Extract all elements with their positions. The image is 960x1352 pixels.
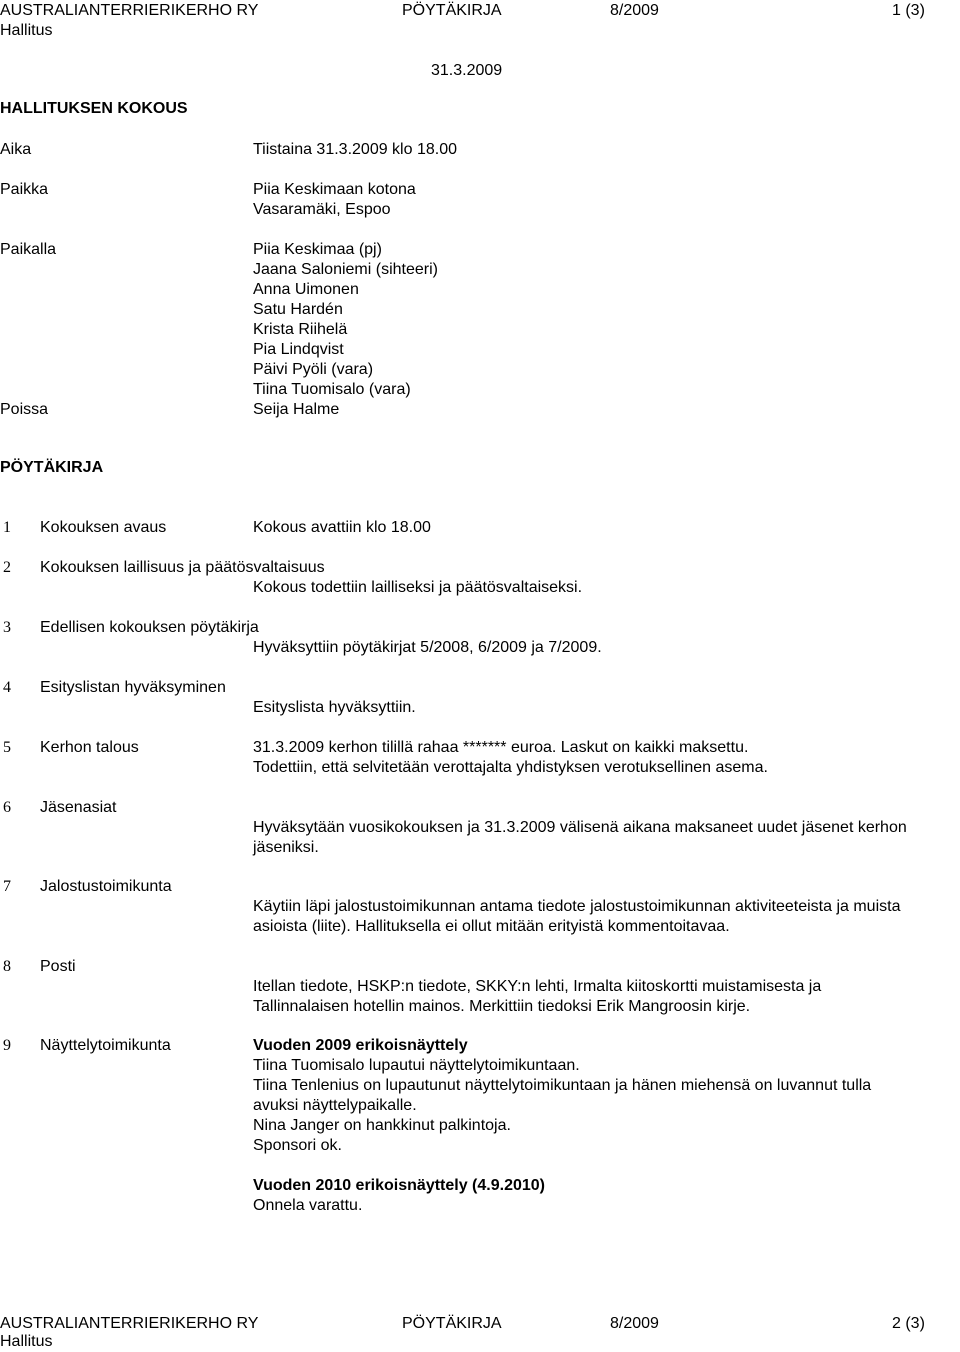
item-line: Käytiin läpi jalostustoimikunnan antama tiedote jalostustoimikunnan aktiviteeteista ja muista	[253, 898, 901, 915]
body-name: Hallitus	[0, 1333, 53, 1350]
attendee: Anna Uimonen	[253, 281, 359, 298]
item-line: Sponsori ok.	[253, 1137, 342, 1154]
item-title: Posti	[40, 958, 76, 975]
item-line: avuksi näyttelypaikalle.	[253, 1097, 417, 1114]
attendee: Jaana Saloniemi (sihteeri)	[253, 261, 438, 278]
poissa-value: Seija Halme	[253, 401, 340, 418]
item-text: Esityslista hyväksyttiin.	[253, 699, 416, 716]
item-number: 3	[3, 619, 11, 636]
item-line: asioista (liite). Hallituksella ei ollut mitään erityistä kommentoitavaa.	[253, 918, 730, 935]
item-text	[253, 738, 768, 778]
attendee: Piia Keskimaa (pj)	[253, 241, 382, 258]
item-number: 8	[3, 958, 11, 975]
attendee: Satu Hardén	[253, 301, 343, 318]
item-line: jäseniksi.	[253, 839, 319, 856]
aika-value: Tiistaina 31.3.2009 klo 18.00	[253, 141, 457, 158]
attendee: Pia Lindqvist	[253, 341, 344, 358]
item-line: Tiina Tuomisalo lupautui näyttelytoimikuntaan.	[253, 1057, 580, 1074]
item-line: Todettiin, että selvitetään verottajalta yhdistyksen verotuksellinen asema.	[253, 759, 768, 776]
item-line: Itellan tiedote, HSKP:n tiedote, SKKY:n lehti, Irmalta kiitoskortti muistamisesta ja	[253, 978, 822, 995]
attendee-list	[253, 240, 438, 400]
page-number: 1 (3)	[892, 2, 925, 19]
item-title: Jalostustoimikunta	[40, 878, 172, 895]
section-heading: PÖYTÄKIRJA	[0, 459, 104, 476]
item-text	[253, 818, 907, 858]
item-number: 2	[3, 559, 11, 576]
item-number: 7	[3, 878, 11, 895]
item-text	[253, 1176, 545, 1216]
page-number: 2 (3)	[892, 1315, 925, 1332]
item-line: Hyväksytään vuosikokouksen ja 31.3.2009 välisenä aikana maksaneet uudet jäsenet kerhon	[253, 819, 907, 836]
item-text	[253, 897, 900, 937]
item-text	[253, 977, 821, 1017]
item-title: Jäsenasiat	[40, 799, 117, 816]
item-number: 1	[3, 519, 11, 536]
aika-label: Aika	[0, 141, 32, 158]
paikka-line: Piia Keskimaan kotona	[253, 181, 416, 198]
item-number: 4	[3, 679, 11, 696]
doc-type: PÖYTÄKIRJA	[402, 2, 502, 19]
paikalla-label: Paikalla	[0, 241, 57, 258]
doc-number: 8/2009	[610, 1315, 659, 1332]
item-number: 9	[3, 1037, 11, 1054]
subheading-2009: Vuoden 2009 erikoisnäyttely	[253, 1037, 468, 1054]
item-number: 5	[3, 739, 11, 756]
item-line: Nina Janger on hankkinut palkintoja.	[253, 1117, 511, 1134]
doc-type: PÖYTÄKIRJA	[402, 1315, 502, 1332]
org-name: AUSTRALIANTERRIERIKERHO RY	[0, 1315, 259, 1332]
item-text: Kokous avattiin klo 18.00	[253, 519, 431, 536]
paikka-line: Vasaramäki, Espoo	[253, 201, 391, 218]
body-name: Hallitus	[0, 22, 53, 39]
subheading-2010: Vuoden 2010 erikoisnäyttely (4.9.2010)	[253, 1177, 545, 1194]
doc-date: 31.3.2009	[431, 62, 503, 79]
item-line: Tiina Tenlenius on lupautunut näyttelytoimikuntaan ja hänen miehensä on luvannut tulla	[253, 1077, 872, 1094]
attendee: Tiina Tuomisalo (vara)	[253, 381, 411, 398]
item-title: Kerhon talous	[40, 739, 139, 756]
item-title: Näyttelytoimikunta	[40, 1037, 171, 1054]
item-text	[253, 1036, 871, 1156]
item-title: Edellisen kokouksen pöytäkirja	[40, 619, 259, 636]
poissa-label: Poissa	[0, 401, 49, 418]
org-name: AUSTRALIANTERRIERIKERHO RY	[0, 2, 259, 19]
item-number: 6	[3, 799, 11, 816]
item-line: Onnela varattu.	[253, 1197, 363, 1214]
doc-number: 8/2009	[610, 2, 659, 19]
item-text: Kokous todettiin lailliseksi ja päätösvaltaiseksi.	[253, 579, 583, 596]
item-title: Kokouksen laillisuus ja päätösvaltaisuus	[40, 559, 325, 576]
paikka-value	[253, 180, 416, 220]
item-line: Tallinnalaisen hotellin mainos. Merkittiin tiedoksi Erik Mangroosin kirje.	[253, 998, 751, 1015]
item-title: Esityslistan hyväksyminen	[40, 679, 226, 696]
meeting-title: HALLITUKSEN KOKOUS	[0, 100, 188, 117]
paikka-label: Paikka	[0, 181, 49, 198]
attendee: Päivi Pyöli (vara)	[253, 361, 374, 378]
item-text: Hyväksyttiin pöytäkirjat 5/2008, 6/2009 ja 7/2009.	[253, 639, 602, 656]
item-line: 31.3.2009 kerhon tilillä rahaa ******* euroa. Laskut on kaikki maksettu.	[253, 739, 749, 756]
item-title: Kokouksen avaus	[40, 519, 167, 536]
attendee: Krista Riihelä	[253, 321, 348, 338]
